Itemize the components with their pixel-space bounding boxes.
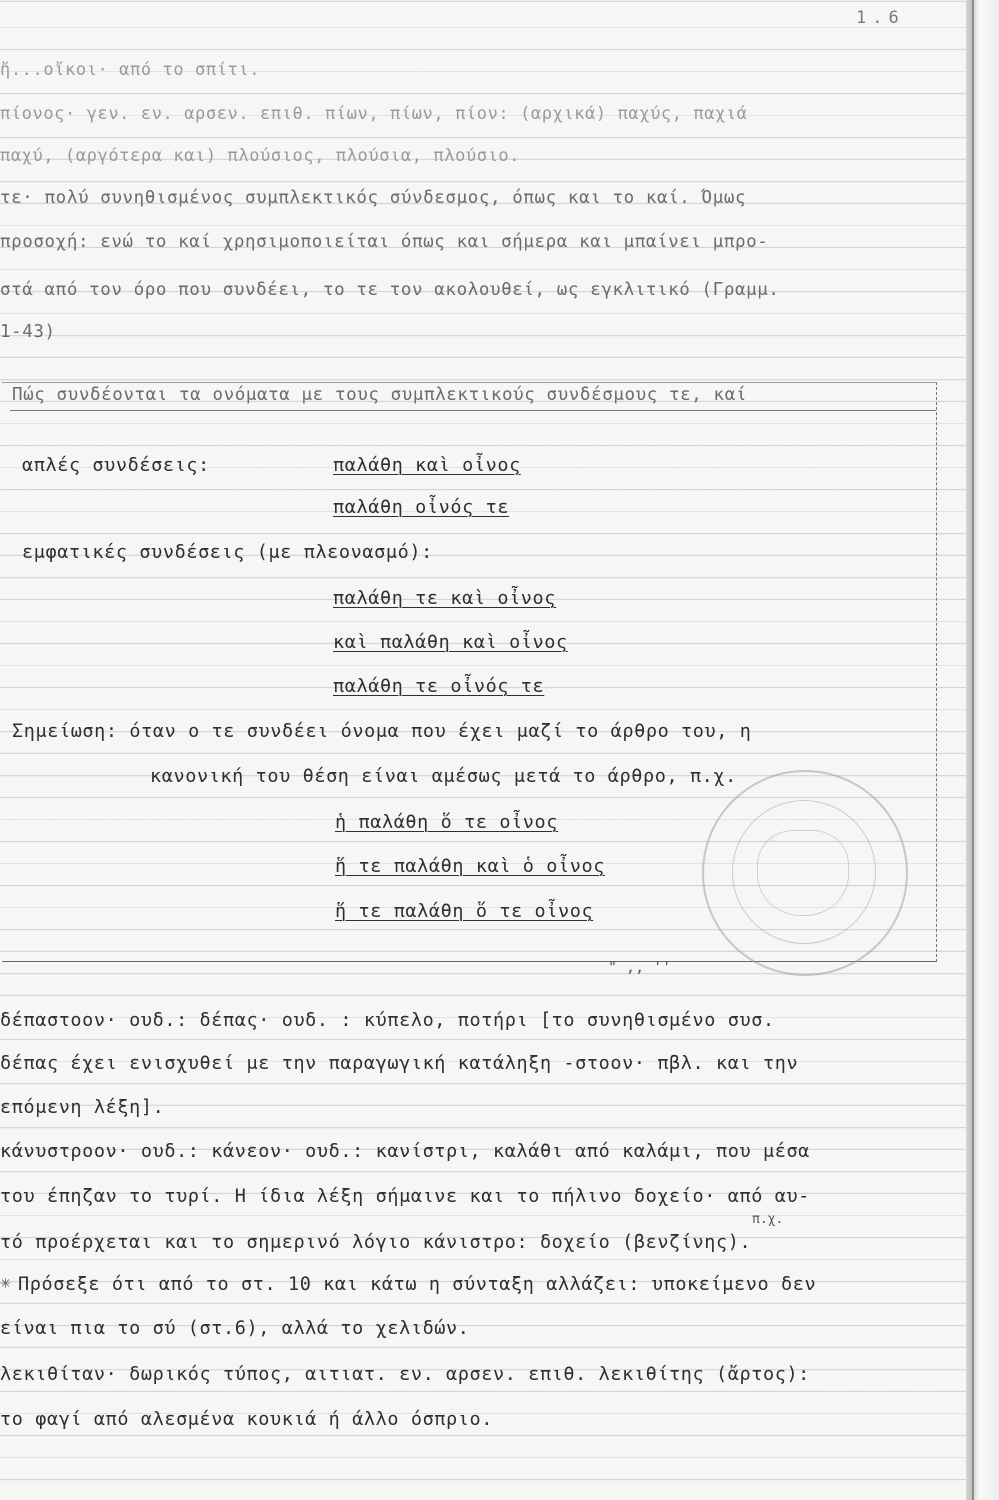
- entry-te-cont-1: προσοχή: ενώ το καί χρησιμοποιείται όπως και σήμερα και μπαίνει μπρο-: [0, 232, 769, 252]
- grammar-box-title: Πώς συνδέονται τα ονόματα με τους συμπλεκτικούς συνδέσμους τε, καί: [12, 385, 747, 405]
- emphatic-example-3: παλάθη τε οἶνός τε: [333, 676, 545, 697]
- entry-oikoi: ἤ...οἴκοι· από το σπίτι.: [0, 60, 261, 80]
- simple-example-1: παλάθη καὶ οἶνος: [333, 455, 521, 476]
- entry-kanystron-cont-1: του έπηζαν το τυρί. Η ίδια λέξη σήμαινε και το πήλινο δοχείο· από αυ-: [0, 1186, 810, 1207]
- note-example-2: ἥ τε παλάθη καὶ ὁ οἶνος: [335, 856, 605, 877]
- emphatic-example-2: καὶ παλάθη καὶ οἶνος: [333, 632, 568, 653]
- entry-pionos: πίονος· γεν. εν. αρσεν. επιθ. πίων, πίων, πίον: (αρχικά) παχύς, παχιά: [0, 104, 748, 124]
- entry-kanystron: κάνυστροον· ουδ.: κάνεον· ουδ.: κανίστρι, καλάθι από καλάμι, που μέσα: [0, 1141, 810, 1162]
- entry-kanystron-cont-2: τό προέρχεται και το σημερινό λόγιο κάνιστρο: δοχείο (βενζίνης).: [0, 1232, 752, 1253]
- simple-example-2: παλάθη οἶνός τε: [333, 497, 510, 518]
- entry-pionos-cont: παχύ, (αργότερα και) πλούσιος, πλούσια, πλούσιο.: [0, 146, 521, 166]
- stamp-emblem-icon: [757, 830, 849, 916]
- annotation-px: π.χ.: [752, 1212, 784, 1227]
- asterisk-mark-icon: ✳: [0, 1272, 11, 1293]
- entry-depastron-cont-2: επόμενη λέξη].: [0, 1097, 165, 1118]
- entry-lekithitan-cont: το φαγί από αλεσμένα κουκιά ή άλλο όσπριο.: [0, 1409, 493, 1430]
- note-example-1: ἡ παλάθη ὅ τε οἶνος: [335, 812, 559, 833]
- entry-depastron-cont-1: δέπας έχει ενισχυθεί με την παραγωγική κατάληξη -στοον· πβλ. και την: [0, 1053, 799, 1074]
- emphatic-connections-label: εμφατικές συνδέσεις (με πλεονασμό):: [22, 542, 433, 563]
- entry-te-cont-3: 1-43): [0, 322, 56, 342]
- emphatic-example-1: παλάθη τε καὶ οἶνος: [333, 588, 557, 609]
- note-line-2: κανονική του θέση είναι αμέσως μετά το άρθρο, π.χ.: [150, 766, 737, 787]
- note-example-3: ἥ τε παλάθη ὅ τε οἶνος: [335, 901, 594, 922]
- simple-connections-label: απλές συνδέσεις:: [22, 455, 210, 476]
- note-line-1: Σημείωση: όταν ο τε συνδέει όνομα που έχει μαζί το άρθρο του, η: [12, 721, 752, 742]
- note-syntax-change-cont: είναι πια το σύ (στ.6), αλλά το χελιδών.: [0, 1318, 470, 1339]
- handwritten-mark: " ,, '': [608, 958, 672, 976]
- binding-edge: [966, 0, 999, 1500]
- entry-te: τε· πολύ συνηθισμένος συμπλεκτικός σύνδεσμος, όπως και το καί. Όμως: [0, 188, 747, 208]
- entry-depastron: δέπαστοον· ουδ.: δέπας· ουδ. : κύπελο, ποτήρι [το συνηθισμένο συσ.: [0, 1010, 775, 1031]
- page-number: 1.6: [856, 8, 905, 28]
- note-syntax-change: Πρόσεξε ότι από το στ. 10 και κάτω η σύνταξη αλλάζει: υποκείμενο δεν: [18, 1274, 817, 1295]
- entry-te-cont-2: στά από τον όρο που συνδέει, το τε τον ακολουθεί, ως εγκλιτικό (Γραμμ.: [0, 280, 780, 300]
- entry-lekithitan: λεκιθίταν· δωρικός τύπος, αιτιατ. εν. αρσεν. επιθ. λεκιθίτης (ἄρτος):: [0, 1364, 810, 1385]
